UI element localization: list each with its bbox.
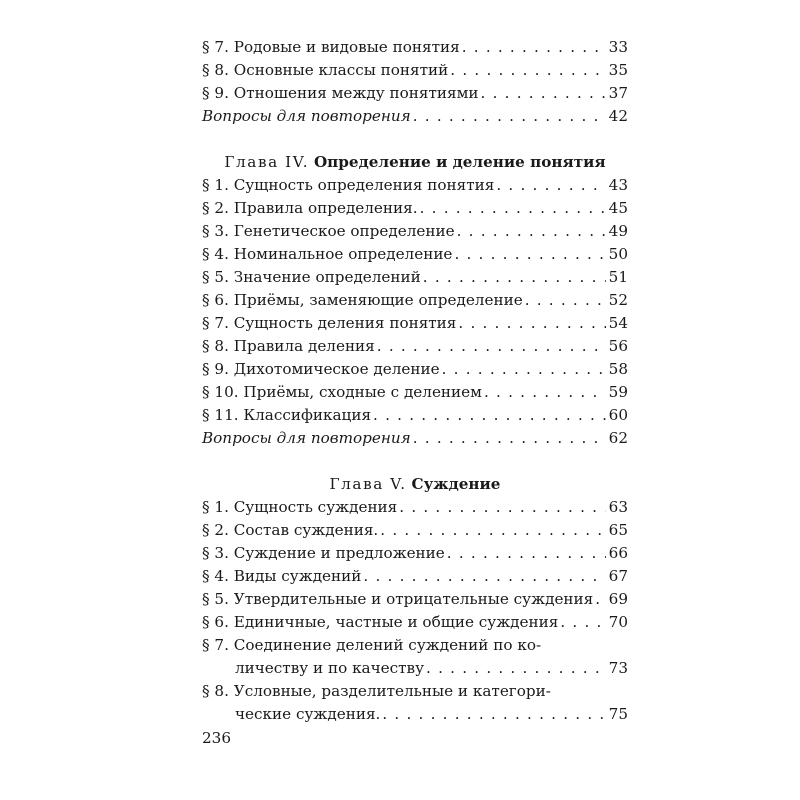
toc-entry — [202, 611, 628, 634]
toc-entry — [202, 657, 628, 680]
toc-entry-title: Вопросы для повторения — [202, 107, 411, 125]
toc-entry — [202, 36, 628, 59]
chapter-title: Определение и деление понятия — [313, 153, 606, 171]
toc-entry-page: 69 — [608, 590, 628, 608]
toc-entry-page: 63 — [608, 498, 628, 516]
toc-entry — [202, 220, 628, 243]
dot-leader — [373, 404, 606, 427]
dot-leader — [420, 197, 606, 220]
toc-entry — [202, 266, 628, 289]
toc-entry-page: 49 — [608, 222, 628, 240]
toc-entry-title: ческие суждения. — [235, 705, 381, 723]
dot-leader — [484, 381, 606, 404]
toc-entry-page: 54 — [608, 314, 628, 332]
dot-leader — [426, 657, 606, 680]
dot-leader — [496, 174, 605, 197]
toc-entry-page: 70 — [608, 613, 628, 631]
toc-entry — [202, 197, 628, 220]
toc-entry-title: § 1. Сущность определения понятия — [202, 176, 495, 194]
toc-entry — [202, 358, 628, 381]
dot-leader — [450, 59, 605, 82]
toc-entry-page: 75 — [608, 705, 628, 723]
toc-entry — [202, 82, 628, 105]
toc-entry-page: 58 — [608, 360, 628, 378]
toc-entry-title: § 3. Суждение и предложение — [202, 544, 445, 562]
toc-entry-page: 65 — [608, 521, 628, 539]
toc-entry-page: 35 — [608, 61, 628, 79]
toc-entry — [202, 703, 628, 726]
dot-leader — [525, 289, 606, 312]
dot-leader — [454, 243, 605, 266]
toc-entry — [202, 335, 628, 358]
page-number: 236 — [202, 729, 231, 747]
chapter-label: Глава IV. — [224, 153, 310, 171]
toc-entry-title: Вопросы для повторения — [202, 429, 411, 447]
toc-entry — [202, 59, 628, 82]
toc-entry-page: 62 — [608, 429, 628, 447]
toc-entry-title: § 3. Генетическое определение — [202, 222, 455, 240]
toc-entry-title: § 2. Состав суждения. — [202, 521, 379, 539]
toc-entry — [202, 174, 628, 197]
toc-entry-page: 42 — [608, 107, 628, 125]
toc-entry-title: § 11. Классификация — [202, 406, 372, 424]
toc-entry-title: § 4. Номинальное определение — [202, 245, 453, 263]
dot-leader — [442, 358, 606, 381]
toc-entry-first-line: § 8. Условные, разделительные и категори- — [202, 682, 551, 700]
dot-leader — [458, 312, 605, 335]
toc-entry-title: § 6. Единичные, частные и общие суждения — [202, 613, 559, 631]
dot-leader — [382, 703, 605, 726]
dot-leader — [481, 82, 606, 105]
toc-entry — [202, 519, 628, 542]
dot-leader — [423, 266, 606, 289]
dot-leader — [363, 565, 605, 588]
dot-leader — [457, 220, 606, 243]
toc-entry-title: § 10. Приёмы, сходные с делением — [202, 383, 482, 401]
toc-review-entry — [202, 427, 628, 450]
toc-entry-page: 33 — [608, 38, 628, 56]
dot-leader — [595, 588, 605, 611]
chapter-heading — [202, 151, 628, 174]
toc-entry — [202, 588, 628, 611]
toc-entry-page: 51 — [608, 268, 628, 286]
dot-leader — [413, 427, 606, 450]
toc-entry-first-line: § 7. Соединение делений суждений по ко- — [202, 636, 542, 654]
dot-leader — [560, 611, 605, 634]
toc-entry-page: 43 — [608, 176, 628, 194]
toc-entry — [202, 312, 628, 335]
toc-entry-title: § 4. Виды суждений — [202, 567, 362, 585]
toc-entry-title: § 6. Приёмы, заменяющие определение — [202, 291, 523, 309]
toc-entry-title: § 5. Утвердительные и отрицательные суждения — [202, 590, 594, 608]
dot-leader — [380, 519, 605, 542]
dot-leader — [447, 542, 606, 565]
toc-entry — [202, 404, 628, 427]
toc-entry-title: § 8. Основные классы понятий — [202, 61, 449, 79]
toc-entry — [202, 496, 628, 519]
chapter-heading — [202, 473, 628, 496]
toc-review-entry — [202, 105, 628, 128]
toc-entry — [202, 381, 628, 404]
toc-entry-page: 37 — [608, 84, 628, 102]
toc-entry-title: § 8. Правила деления — [202, 337, 375, 355]
toc-entry-title: § 7. Сущность деления понятия — [202, 314, 457, 332]
dot-leader — [377, 335, 606, 358]
toc-entry-title: § 9. Отношения между понятиями — [202, 84, 479, 102]
toc-entry-page: 60 — [608, 406, 628, 424]
toc-entry-title: § 9. Дихотомическое деление — [202, 360, 440, 378]
toc-entry-title: § 5. Значение определений — [202, 268, 421, 286]
toc-entry-page: 73 — [608, 659, 628, 677]
toc-entry — [202, 565, 628, 588]
toc-entry-page: 45 — [608, 199, 628, 217]
toc-entry-title: личеству и по качеству — [235, 659, 425, 677]
dot-leader — [399, 496, 605, 519]
toc-entry-page: 50 — [608, 245, 628, 263]
toc-entry-page: 66 — [608, 544, 628, 562]
toc-entry-page: 56 — [608, 337, 628, 355]
toc-entry — [202, 289, 628, 312]
toc-entry — [202, 542, 628, 565]
table-of-contents — [202, 36, 628, 726]
dot-leader — [413, 105, 606, 128]
toc-entry-page: 52 — [608, 291, 628, 309]
chapter-label: Глава V. — [329, 475, 407, 493]
toc-entry — [202, 243, 628, 266]
toc-entry-title: § 1. Сущность суждения — [202, 498, 398, 516]
toc-entry-title: § 2. Правила определения. — [202, 199, 418, 217]
chapter-title: Суждение — [411, 475, 501, 493]
toc-entry-page: 67 — [608, 567, 628, 585]
toc-entry-title: § 7. Родовые и видовые понятия — [202, 38, 460, 56]
dot-leader — [462, 36, 606, 59]
toc-entry-page: 59 — [608, 383, 628, 401]
